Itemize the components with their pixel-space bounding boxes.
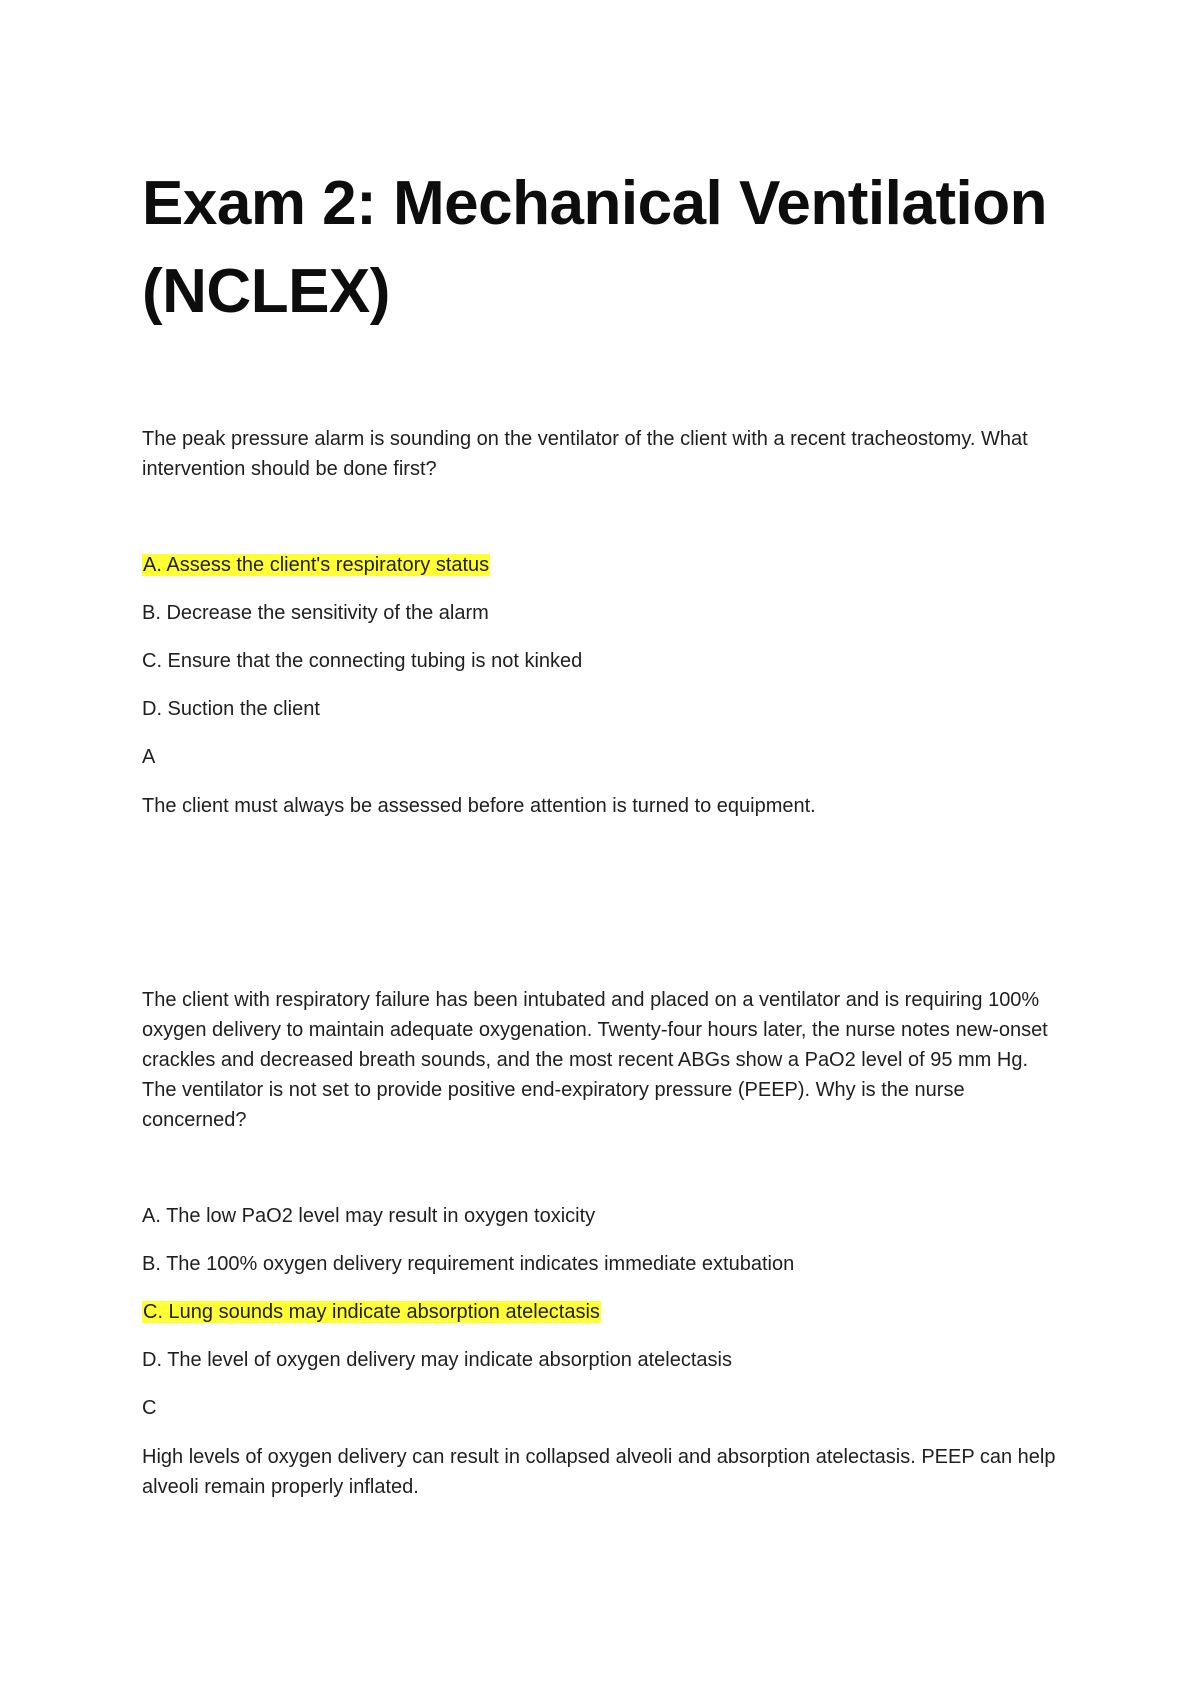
answer-key: A (142, 746, 156, 768)
question-2 (142, 985, 1062, 1502)
option-d: D. Suction the client (142, 698, 320, 720)
question-stem: The peak pressure alarm is sounding on the ventilator of the client with a recent tracheostomy. What intervention should be done first? (142, 428, 1028, 480)
answer-key: C (142, 1397, 157, 1419)
highlighted-option-text: C. Lung sounds may indicate absorption atelectasis (143, 1301, 600, 1323)
option-c: C. Ensure that the connecting tubing is not kinked (142, 650, 583, 672)
option-list (142, 1202, 1062, 1374)
option-c (142, 1298, 1062, 1326)
option-a: A. The low PaO2 level may result in oxygen toxicity (142, 1205, 596, 1227)
highlighted-option-text: A. Assess the client's respiratory status (143, 554, 490, 576)
option-a (142, 551, 1062, 579)
rationale: The client must always be assessed before attention is turned to equipment. (142, 795, 816, 817)
question-stem: The client with respiratory failure has been intubated and placed on a ventilator and is requiring 100% oxygen delivery to maintain adequate oxygenation. Twenty-four hours later, the nurse notes new-onset crackles and decreased breath sounds, and the most recent ABGs show a PaO2 level of 95 mm Hg. The ventilator is not set to provide positive end-expiratory pressure (PEEP). Why is the nurse concerned? (142, 989, 1048, 1131)
document-title: Exam 2: Mechanical Ventilation (NCLEX) (142, 169, 1047, 326)
option-b: B. The 100% oxygen delivery requirement indicates immediate extubation (142, 1253, 795, 1275)
option-list (142, 551, 1062, 723)
option-d: D. The level of oxygen delivery may indicate absorption atelectasis (142, 1349, 732, 1371)
option-b: B. Decrease the sensitivity of the alarm (142, 602, 489, 624)
rationale: High levels of oxygen delivery can result in collapsed alveoli and absorption atelectasis. PEEP can help alveoli remain properly inflated. (142, 1446, 1056, 1498)
question-1 (142, 424, 1062, 821)
